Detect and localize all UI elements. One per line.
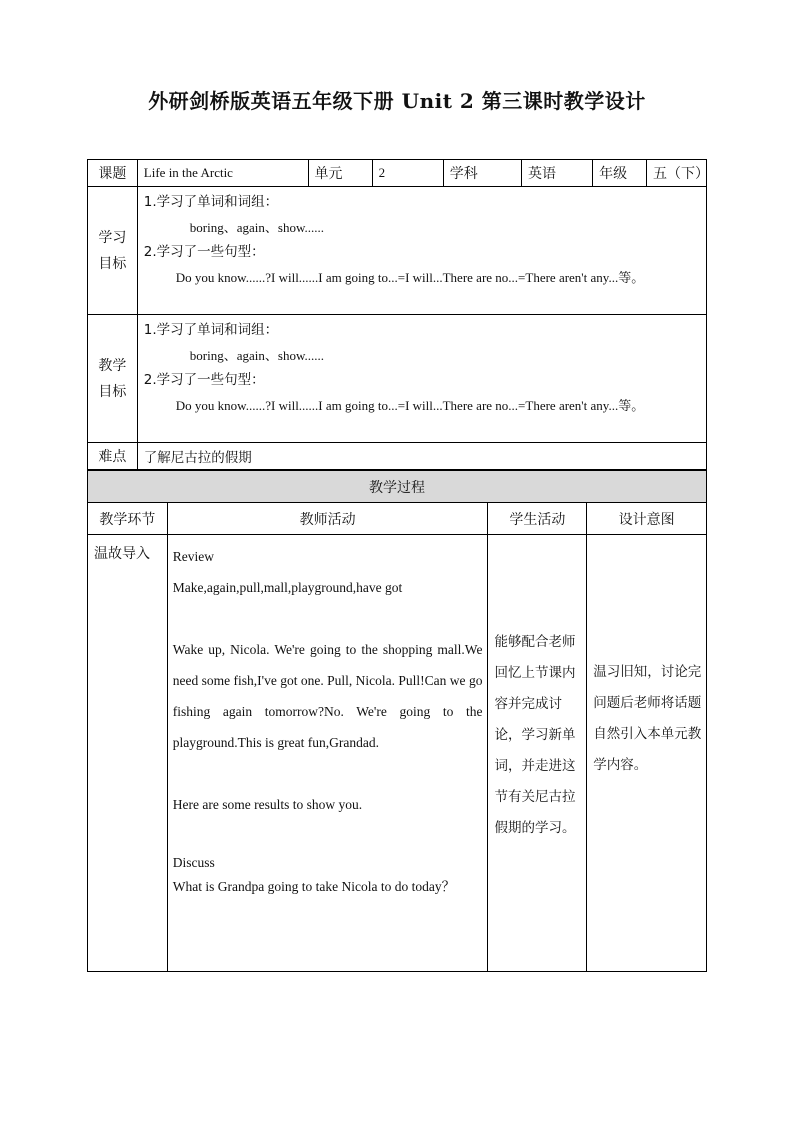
learning-goals-label-line2: 目标	[98, 255, 127, 272]
info-row-topic	[88, 160, 707, 187]
learning-goals-label-line1: 学习	[98, 229, 127, 246]
info-row-learning-goals	[88, 187, 707, 315]
difficulty-label: 难点	[88, 443, 138, 470]
grade-label: 年级	[593, 160, 647, 187]
topic-value: Life in the Arctic	[137, 160, 308, 187]
learning-goals-line-2: boring、again、show......	[189, 220, 324, 235]
teaching-goals-label	[88, 315, 138, 443]
difficulty-value: 了解尼古拉的假期	[137, 443, 706, 470]
teacher-review: Review	[172, 549, 215, 564]
teaching-goals-content	[137, 315, 706, 443]
grade-value: 五（下）	[646, 160, 706, 187]
learning-goals-line-3: 2.学习了一些句型：	[143, 244, 265, 260]
stage-cell: 温故导入	[88, 535, 168, 972]
teacher-question: What is Grandpa going to take Nicola to do today？	[172, 879, 456, 894]
topic-label: 课题	[88, 160, 138, 187]
student-activity-cell: 能够配合老师回忆上节课内容并完成讨论，学习新单词，并走进这节有关尼古拉假期的学习。	[488, 535, 587, 972]
teacher-spacer-3	[173, 820, 483, 851]
teacher-words: Make,again,pull,mall,playground,have got	[172, 580, 403, 595]
unit-label: 单元	[308, 160, 372, 187]
learning-goals-line-4: Do you know......?I will......I am going to...=I will...There are no...=There aren't any...等。	[175, 270, 645, 285]
document-title: 外研剑桥版英语五年级下册 Unit 2 第三课时教学设计	[148, 89, 646, 113]
info-table	[87, 159, 707, 470]
teaching-goals-label-line2: 目标	[98, 383, 127, 400]
teaching-goals-line-2: boring、again、show......	[189, 348, 324, 363]
teacher-discuss: Discuss	[172, 855, 215, 870]
teacher-spacer-2	[173, 758, 483, 789]
learning-goals-content	[137, 187, 706, 315]
column-student: 学生活动	[488, 503, 587, 535]
teaching-goals-line-3: 2.学习了一些句型：	[143, 372, 265, 388]
info-row-teaching-goals	[88, 315, 707, 443]
unit-value: 2	[372, 160, 443, 187]
teacher-activity-cell	[167, 535, 488, 972]
process-header-row	[88, 471, 707, 503]
learning-goals-label	[88, 187, 138, 315]
teaching-goals-line-1: 1.学习了单词和词组：	[143, 322, 279, 338]
teacher-results: Here are some results to show you.	[172, 797, 363, 812]
subject-value: 英语	[521, 160, 592, 187]
teaching-goals-label-line1: 教学	[98, 357, 127, 374]
column-teacher: 教师活动	[167, 503, 488, 535]
teacher-passage: Wake up, Nicola. We're going to the shopping mall.We need some fish,I've got one. Pull, Nicola. Pull!Can we go fishing again tomorrow?No. We're going to the playground.This is great fun,Grandad.	[172, 642, 483, 750]
learning-goals-line-1: 1.学习了单词和词组：	[143, 194, 279, 210]
process-row-review	[88, 535, 707, 972]
column-stage: 教学环节	[88, 503, 168, 535]
design-intent-cell: 温习旧知，讨论完问题后老师将话题自然引入本单元教学内容。	[587, 535, 707, 972]
teacher-spacer-1	[173, 603, 483, 634]
process-columns-row	[88, 503, 707, 535]
subject-label: 学科	[443, 160, 521, 187]
process-header: 教学过程	[88, 471, 707, 503]
process-table	[87, 470, 707, 972]
column-intent: 设计意图	[587, 503, 707, 535]
info-row-difficulty	[88, 443, 707, 470]
teaching-goals-line-4: Do you know......?I will......I am going to...=I will...There are no...=There aren't any...等。	[175, 398, 645, 413]
